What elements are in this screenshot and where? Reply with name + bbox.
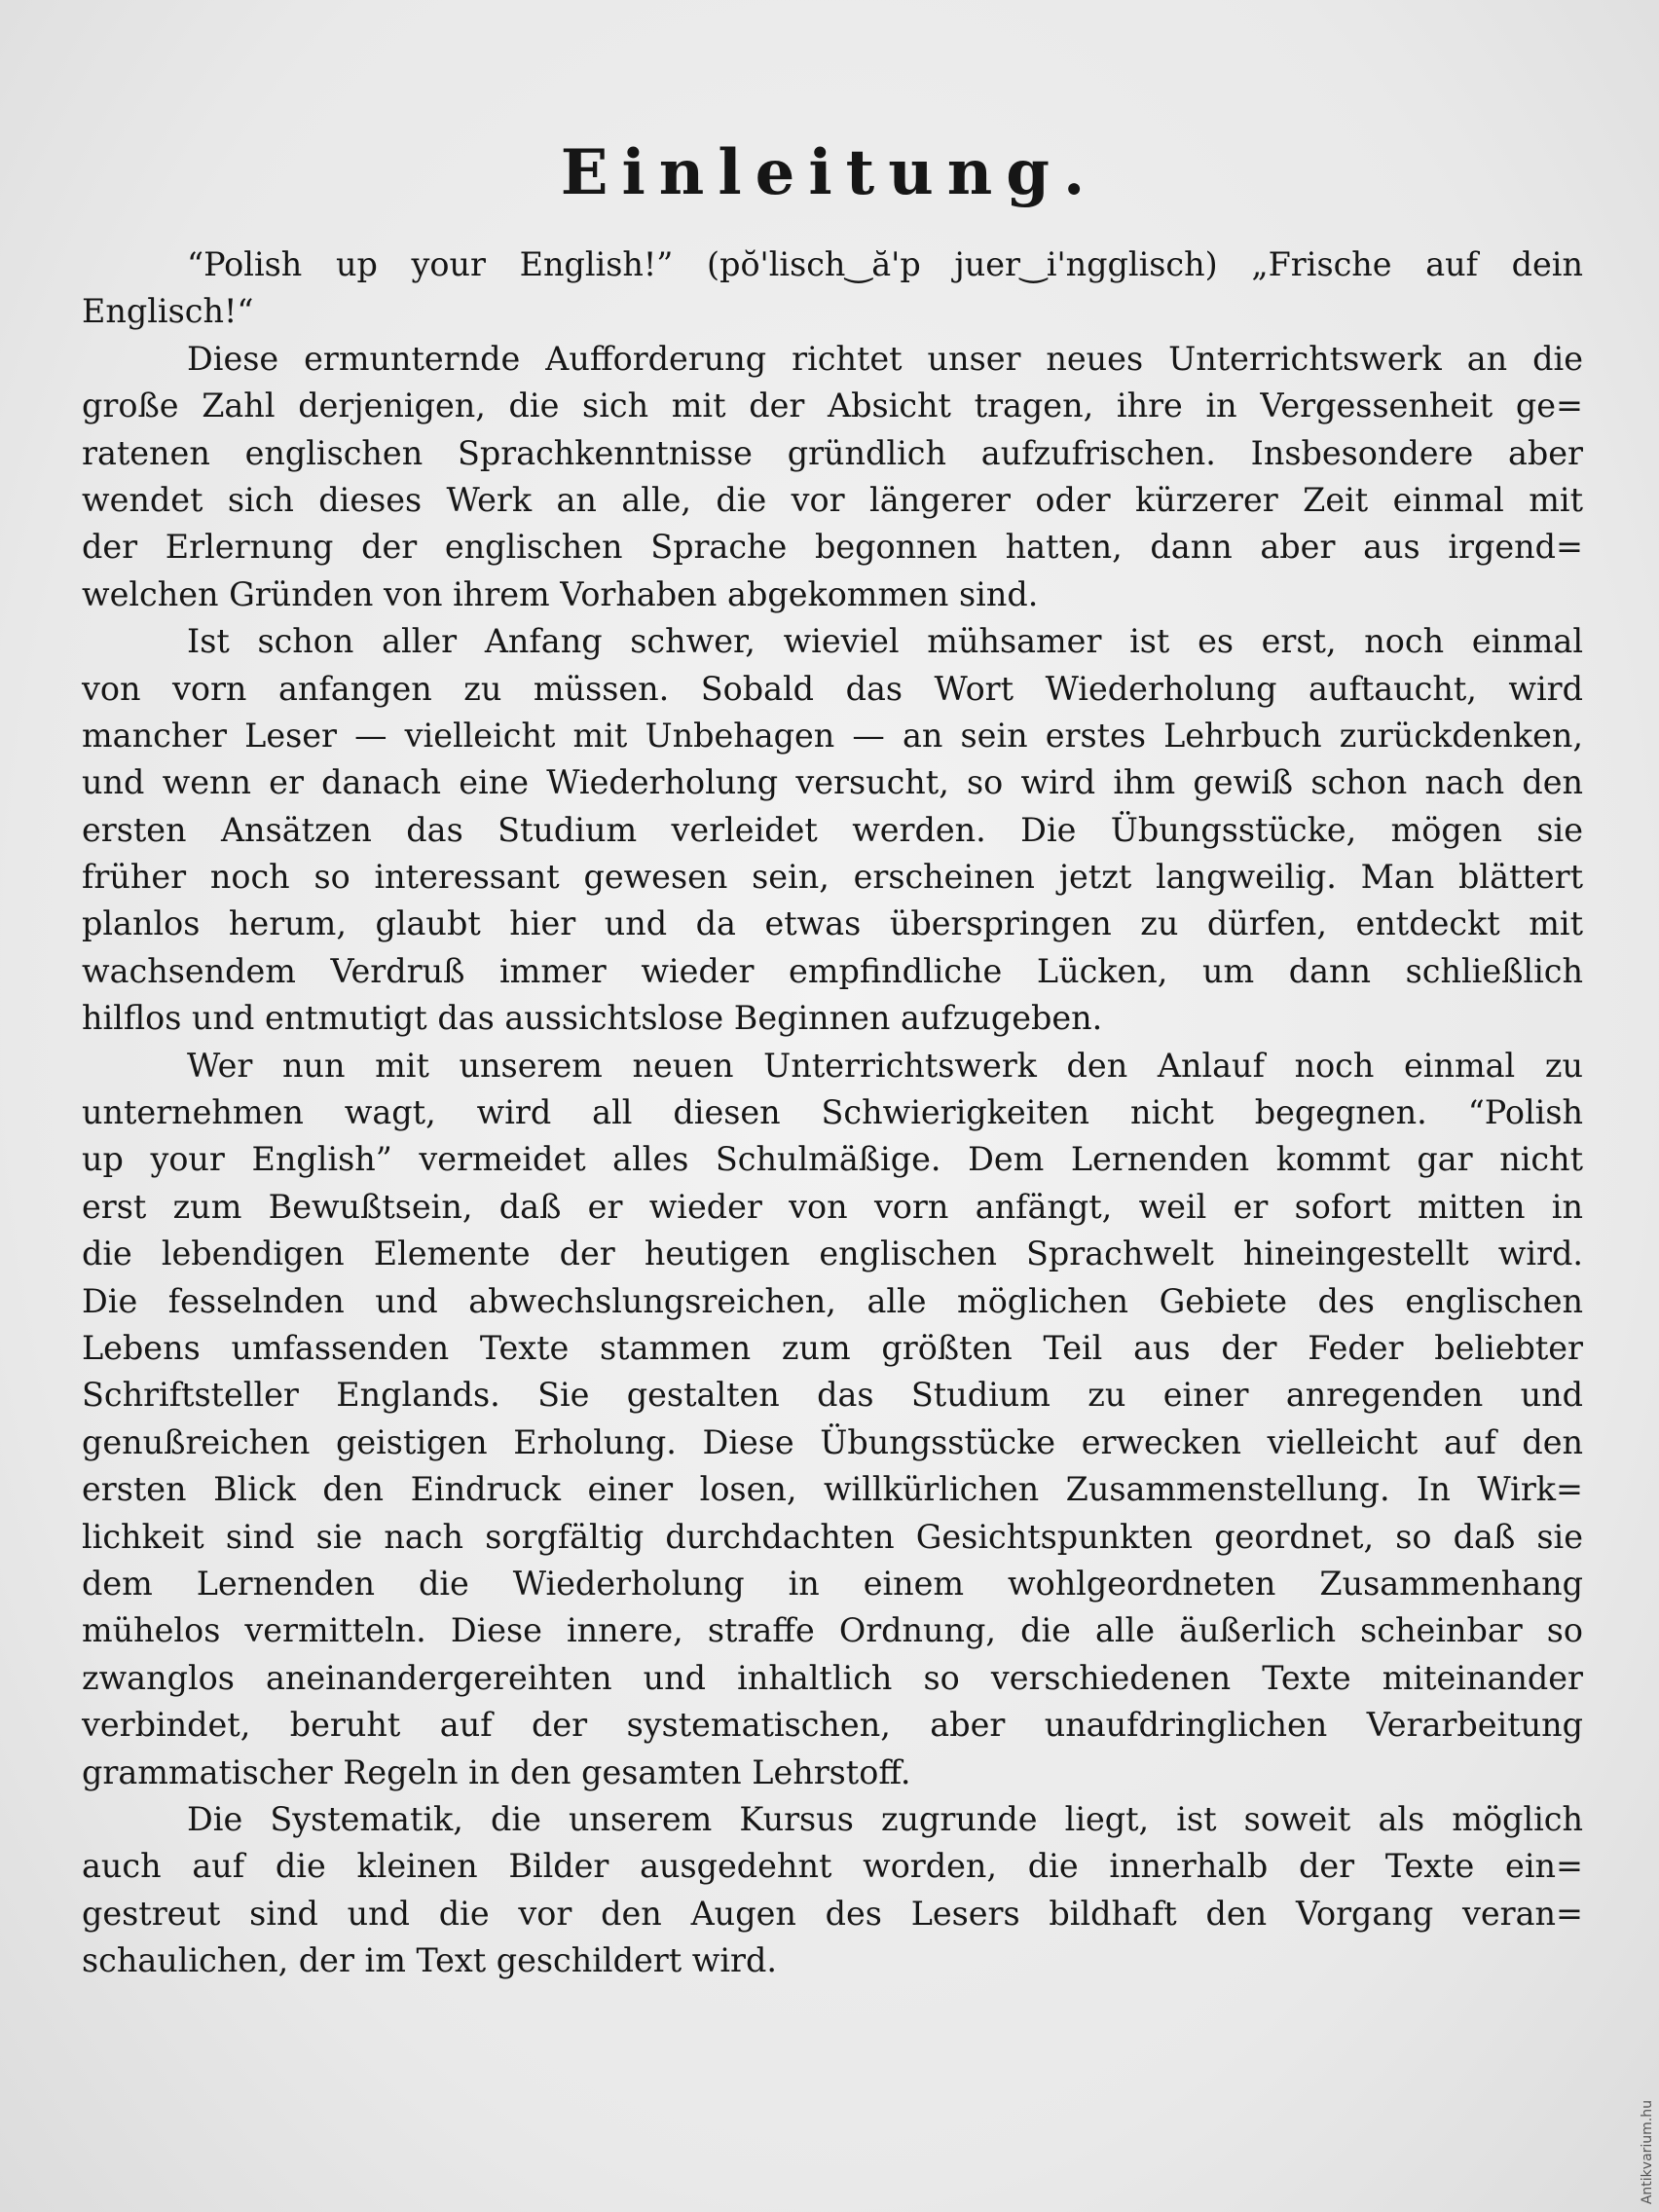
text-line: planlos herum, glaubt hier und da etwas überspringen zu dürfen, entdeckt mit [82,904,1583,943]
watermark: Antikvarium.hu [1640,2099,1655,2204]
text-line: schaulichen, der im Text geschildert wird. [82,1941,777,1980]
text-line: hilflos und entmutigt das aussichtslose Beginnen aufzugeben. [82,999,1103,1038]
text-line: mühelos vermitteln. Diese innere, straffe Ordnung, die alle äußerlich scheinbar so [82,1611,1583,1650]
text-line: wendet sich dieses Werk an alle, die vor längerer oder kürzerer Zeit einmal mit [82,480,1583,519]
text-line: große Zahl derjenigen, die sich mit der Absicht tragen, ihre in Vergessenheit ge= [82,387,1583,425]
text-line: ersten Blick den Eindruck einer losen, willkürlichen Zusammenstellung. In Wirk= [82,1470,1583,1509]
text-line: wachsendem Verdruß immer wieder empfindliche Lücken, um dann schließlich [82,951,1583,990]
text-line: genußreichen geistigen Erholung. Diese Übungsstücke erwecken vielleicht auf den [82,1422,1583,1461]
body-text [82,241,1583,1984]
text-line: up your English” vermeidet alles Schulmäßige. Dem Lernenden kommt gar nicht [82,1140,1583,1179]
text-line: der Erlernung der englischen Sprache begonnen hatten, dann aber aus irgend= [82,528,1583,567]
text-line: Schriftsteller Englands. Sie gestalten das Studium zu einer anregenden und [82,1376,1583,1415]
text-line: grammatischer Regeln in den gesamten Lehrstoff. [82,1752,911,1791]
text-line: zwanglos aneinandergereihten und inhaltlich so verschiedenen Texte miteinander [82,1658,1583,1697]
paragraph [82,241,1583,336]
text-line: erst zum Bewußtsein, daß er wieder von vorn anfängt, weil er sofort mitten in [82,1187,1583,1226]
paragraph [82,336,1583,618]
text-line: Ist schon aller Anfang schwer, wieviel mühsamer ist es erst, noch einmal [187,622,1583,661]
page-title: Einleitung. [560,136,1099,209]
text-line: die lebendigen Elemente der heutigen englischen Sprachwelt hineingestellt wird. [82,1235,1583,1273]
text-line: und wenn er danach eine Wiederholung versucht, so wird ihm gewiß schon nach den [82,763,1583,802]
text-line: Diese ermunternde Aufforderung richtet unser neues Unterrichtswerk an die [187,339,1583,378]
text-line: Lebens umfassenden Texte stammen zum größten Teil aus der Feder beliebter [82,1328,1583,1367]
text-line: Die Systematik, die unserem Kursus zugrunde liegt, ist soweit als möglich [187,1799,1583,1838]
text-line: Wer nun mit unserem neuen Unterrichtswerk den Anlauf noch einmal zu [187,1046,1583,1085]
text-line: dem Lernenden die Wiederholung in einem wohlgeordneten Zusammenhang [82,1564,1583,1603]
text-line: mancher Leser — vielleicht mit Unbehagen — an sein erstes Lehrbuch zurückdenken, [82,716,1583,755]
text-line: auch auf die kleinen Bilder ausgedehnt worden, die innerhalb der Texte ein= [82,1847,1583,1886]
text-line: gestreut sind und die vor den Augen des Lesers bildhaft den Vorgang veran= [82,1894,1583,1933]
text-line: unternehmen wagt, wird all diesen Schwierigkeiten nicht begegnen. “Polish [82,1093,1583,1132]
text-line: von vorn anfangen zu müssen. Sobald das Wort Wiederholung auftaucht, wird [82,669,1583,708]
text-line: Die fesselnden und abwechslungsreichen, alle möglichen Gebiete des englischen [82,1281,1583,1320]
text-line: früher noch so interessant gewesen sein, erscheinen jetzt langweilig. Man blättert [82,858,1583,897]
text-line: lichkeit sind sie nach sorgfältig durchdachten Gesichtspunkten geordnet, so daß sie [82,1517,1583,1556]
text-line: verbindet, beruht auf der systematischen, aber unaufdringlichen Verarbeitung [82,1706,1583,1745]
text-line: Englisch!“ [82,292,254,331]
text-line: “Polish up your English!” (pŏ'lisch‿ă'p juer‿i'ngglisch) „Frische auf dein [187,245,1583,283]
paragraph [82,1796,1583,1985]
text-line: ratenen englischen Sprachkenntnisse gründlich aufzufrischen. Insbesondere aber [82,433,1583,472]
text-line: welchen Gründen von ihrem Vorhaben abgekommen sind. [82,574,1039,613]
paragraph [82,618,1583,1043]
text-line: ersten Ansätzen das Studium verleidet werden. Die Übungsstücke, mögen sie [82,810,1583,849]
paragraph [82,1043,1583,1796]
